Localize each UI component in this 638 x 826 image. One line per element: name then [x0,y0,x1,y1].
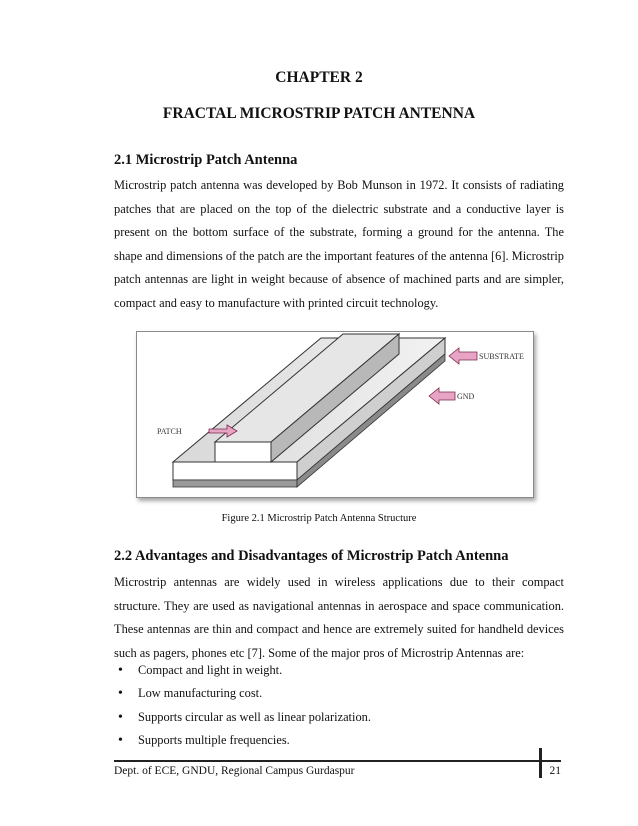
section-heading-2-1: 2.1 Microstrip Patch Antenna [114,152,298,168]
substrate-arrow-icon [449,348,477,364]
patch-label: PATCH [157,427,182,436]
gnd-arrow-icon [429,388,455,404]
section-2-2-paragraph: Microstrip antennas are widely used in wireless applications due to their compact structure. They are used as navigational antennas in aerospace and space communication. These antennas are thin and compact and hence are extremely suited for handheld devices such as pagers, phones etc [7]. Some of the major pros of Microstrip Antennas are: [114,575,564,660]
list-item: • Low manufacturing cost. [114,682,564,705]
patch-front [215,442,271,462]
substrate-front [173,462,297,480]
footer-department: Dept. of ECE, GNDU, Regional Campus Gurdaspur [114,765,355,777]
pros-list [114,659,564,753]
chapter-title: FRACTAL MICROSTRIP PATCH ANTENNA [162,105,476,122]
substrate-label: SUBSTRATE [479,352,524,361]
section-2-1-paragraph: Microstrip patch antenna was developed by Bob Munson in 1972. It consists of radiating patches that are placed on the top of the dielectric substrate and a conductive layer is present on the bottom surface of the substrate, forming a ground for the antenna. The shape and dimensions of the patch are the important features of the antenna [6]. Microstrip patch antennas are light in weight because of absence of machined parts and are simpler, compact and easy to manufacture with printed circuit technology. [114,178,564,310]
ground-front [173,480,297,487]
page-footer [114,760,561,784]
antenna-figure [136,331,534,498]
list-item: • Compact and light in weight. [114,659,564,682]
list-item: • Supports circular as well as linear polarization. [114,706,564,729]
gnd-label: GND [457,392,475,401]
figure-caption: Figure 2.1 Microstrip Patch Antenna Structure [221,513,417,524]
list-item: • Supports multiple frequencies. [114,729,564,752]
antenna-diagram [137,332,533,497]
section-heading-2-2: 2.2 Advantages and Disadvantages of Microstrip Patch Antenna [114,548,509,564]
chapter-label: CHAPTER 2 [275,69,363,86]
footer-divider [539,748,542,778]
page-number: 21 [549,765,561,777]
